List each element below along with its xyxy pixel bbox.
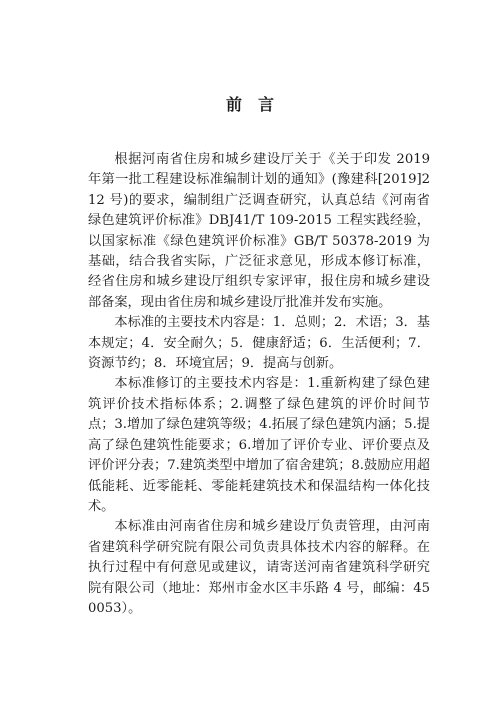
- paragraph-revision-contents: 本标准修订的主要技术内容是：1.重新构建了绿色建筑评价技术指标体系；2.调整了绿色建筑的评价时间节点；3.增加了绿色建筑等级；4.拓展了绿色建筑内涵；5.提高了绿色建筑性能要求；6.增加了评价专业、评价要点及评价评分表；7.建筑类型中增加了宿舍建筑；8.鼓励应用超低能耗、近零能耗、零能耗建筑技术和保温结构一体化技术。: [88, 376, 430, 514]
- paragraph-management-contact: 本标准由河南省住房和城乡建设厅负责管理，由河南省建筑科学研究院有限公司负责具体技术内容的解释。在执行过程中有何意见或建议，请寄送河南省建筑科学研究院有限公司（地址：郑州市金水区丰乐路 4 号，邮编：450053）。: [88, 519, 430, 616]
- page-title-char-2: 言: [258, 95, 275, 114]
- paragraph-background: 根据河南省住房和城乡建设厅关于《关于印发 2019 年第一批工程建设标准编制计划的通知》(豫建科[2019]212 号)的要求，编制组广泛调查研究，认真总结《河南省绿色建筑评价标准》DBJ41/T 109-2015 工程实践经验，以国家标准《绿色建筑评价标准》GB/T 50378-2019 为基础，结合我省实际，广泛征求意见，形成本修订标准，经省住房和城乡建设厅组织专家评审，报住房和城乡建设部备案，现由省住房和城乡建设厅批准并发布实施。: [88, 152, 430, 310]
- document-body: [88, 150, 430, 619]
- page-title: [0, 92, 500, 115]
- paragraph-main-contents: 本标准的主要技术内容是：1．总则；2．术语；3．基本规定；4．安全耐久；5．健康舒适；6．生活便利；7．资源节约；8．环境宜居；9．提高与创新。: [88, 315, 430, 372]
- page-title-char-1: 前: [225, 95, 242, 114]
